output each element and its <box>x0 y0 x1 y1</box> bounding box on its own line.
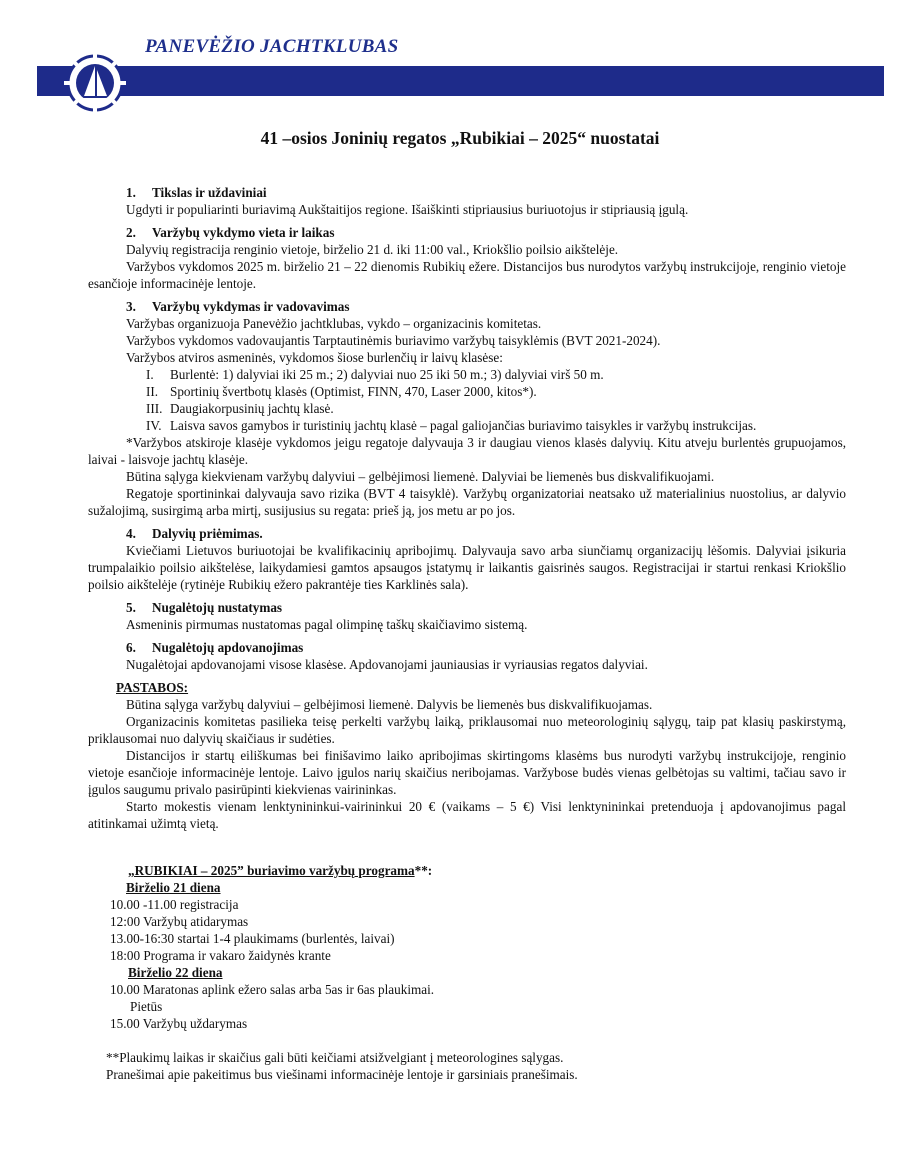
schedule-row: 18:00 Programa ir vakaro žaidynės krante <box>110 948 331 963</box>
roman-numeral: I. <box>146 367 154 382</box>
schedule-row: 10.00 Maratonas aplink ežero salas arba 5as ir 6as plaukimai. <box>110 982 435 997</box>
section-number: 2. <box>126 225 136 240</box>
section-1 <box>88 184 846 218</box>
section-title: Varžybų vykdymas ir vadovavimas <box>152 299 350 314</box>
roman-numeral: III. <box>146 401 163 416</box>
footnote: Pranešimai apie pakeitimus bus viešinami informacinėje lentoje ir garsiniais pranešimais. <box>106 1067 578 1082</box>
class-text: Daugiakorpusinių jachtų klasė. <box>170 401 334 416</box>
program-heading-suffix: **: <box>414 863 433 878</box>
class-text: Burlentė: 1) dalyviai iki 25 m.; 2) dalyviai nuo 25 iki 50 m.; 3) dalyviai virš 50 m. <box>170 367 604 382</box>
class-list-item <box>88 400 846 417</box>
section-number: 4. <box>126 526 136 541</box>
notes-heading: PASTABOS: <box>116 680 189 695</box>
paragraph: Asmeninis pirmumas nustatomas pagal olimpinę taškų skaičiavimo sistemą. <box>126 617 528 632</box>
class-list-item <box>88 366 846 383</box>
paragraph: Varžybos vykdomos vadovaujantis Tarptautinėmis buriavimo varžybų taisyklėmis (BVT 2021-2024). <box>126 333 661 348</box>
roman-numeral: II. <box>146 384 159 399</box>
paragraph: *Varžybos atskiroje klasėje vykdomos jeigu regatoje dalyvauja 3 ir daugiau vienos klasės dalyvių. Kitu atveju burlentės grupuojamos, laivai - laisvoje jachtų klasėje. <box>88 435 846 467</box>
document-title: 41 –osios Joninių regatos „Rubikiai – 2025“ nuostatai <box>260 128 660 148</box>
section-5 <box>88 599 846 633</box>
schedule-row: 15.00 Varžybų uždarymas <box>110 1016 248 1031</box>
section-3 <box>88 298 846 519</box>
schedule-row: 13.00-16:30 startai 1-4 plaukimams (burlentės, laivai) <box>110 931 395 946</box>
section-heading <box>88 184 846 201</box>
paragraph: Nugalėtojai apdovanojami visose klasėse. Apdovanojami jauniausias ir vyriausias regatos dalyviai. <box>126 657 648 672</box>
section-6 <box>88 639 846 673</box>
schedule-row: 12:00 Varžybų atidarymas <box>110 914 249 929</box>
section-heading <box>88 224 846 241</box>
paragraph: Varžybas organizuoja Panevėžio jachtklubas, vykdo – organizacinis komitetas. <box>126 316 542 331</box>
day-2-label: Birželio 22 diena <box>128 965 223 980</box>
paragraph: Organizacinis komitetas pasilieka teisę perkelti varžybų laiką, priklausomai nuo meteorologinių sąlygų, taip pat klasių paskirstymą, priklausomai nuo dalyvių skaičiaus ir sudėties. <box>88 714 846 746</box>
program-heading-text: „RUBIKIAI – 2025” buriavimo varžybų programa <box>128 863 415 878</box>
paragraph: Varžybos vykdomos 2025 m. birželio 21 – 22 dienomis Rubikių ežere. Distancijos bus nurodytos varžybų instrukcijoje, renginio vietoje esančioje informacinėje lentoje. <box>88 259 846 291</box>
section-title: Nugalėtojų nustatymas <box>152 600 283 615</box>
section-title: Dalyvių priėmimas. <box>152 526 263 541</box>
club-name: PANEVĖŽIO JACHTKLUBAS <box>145 36 399 57</box>
class-list-item <box>88 417 846 434</box>
section-4 <box>88 525 846 593</box>
section-number: 6. <box>126 640 136 655</box>
paragraph: Dalyvių registracija renginio vietoje, birželio 21 d. iki 11:00 val., Kriokšlio poilsio aikštelėje. <box>126 242 619 257</box>
paragraph: Būtina sąlyga kiekvienam varžybų dalyviui – gelbėjimosi liemenė. Dalyviai be liemenės bus diskvalifikuojami. <box>126 469 715 484</box>
section-number: 3. <box>126 299 136 314</box>
program-heading <box>88 862 848 879</box>
paragraph: Distancijos ir startų eiliškumas bei finišavimo laiko apribojimas skirtingoms klasėms bus nurodyti varžybų instrukcijoje, renginio vietoje esančioje informacinėje lentoje. Laivo įgulos narių skaičius neribojamas. Varžybose budės vienas gelbėtojas su valtimi, tačiau savo ir įgulos saugumu privalo pasirūpinti kiekvienas vairininkas. <box>88 748 846 797</box>
paragraph: Ugdyti ir populiarinti buriavimą Aukštaitijos regione. Išaiškinti stipriausius buriuotojus ir stipriausią įgulą. <box>126 202 689 217</box>
regulations-body <box>88 184 846 832</box>
section-title: Nugalėtojų apdovanojimas <box>152 640 304 655</box>
section-heading <box>88 599 846 616</box>
header-band <box>37 66 884 96</box>
paragraph: Būtina sąlyga varžybų dalyviui – gelbėjimosi liemenė. Dalyvis be liemenės bus diskvalifikuojamas. <box>126 697 653 712</box>
paragraph: Regatoje sportininkai dalyvauja savo rizika (BVT 4 taisyklė). Varžybų organizatoriai neatsako už materialinius nuostolius, ar dalyvio sužalojimą, susirgimą arba mirtį, susijusius su regata: prieš ją, jos metu ar po jos. <box>88 486 846 518</box>
section-title: Tikslas ir uždaviniai <box>152 185 267 200</box>
paragraph: Varžybos atviros asmeninės, vykdomos šiose burlenčių ir laivų klasėse: <box>126 350 503 365</box>
ship-wheel-sail-logo-icon <box>64 52 126 114</box>
schedule-row: Pietūs <box>130 999 163 1014</box>
section-number: 5. <box>126 600 136 615</box>
schedule-row: 10.00 -11.00 registracija <box>110 897 239 912</box>
class-list-item <box>88 383 846 400</box>
class-text: Laisva savos gamybos ir turistinių jachtų klasė – pagal galiojančias buriavimo taisykles ir varžybų instrukcijas. <box>170 418 757 433</box>
section-heading <box>88 639 846 656</box>
day-1-label: Birželio 21 diena <box>126 880 221 895</box>
section-number: 1. <box>126 185 136 200</box>
section-heading <box>88 298 846 315</box>
section-title: Varžybų vykdymo vieta ir laikas <box>152 225 335 240</box>
roman-numeral: IV. <box>146 418 162 433</box>
paragraph: Starto mokestis vienam lenktynininkui-vairininkui 20 € (vaikams – 5 €) Visi lenktynininkai pretenduoja į apdovanojimus pagal atitinkamai užimtą vietą. <box>88 799 846 831</box>
program-schedule <box>88 862 848 1083</box>
section-heading <box>88 525 846 542</box>
class-text: Sportinių švertbotų klasės (Optimist, FINN, 470, Laser 2000, kitos*). <box>170 384 537 399</box>
footnote: **Plaukimų laikas ir skaičius gali būti keičiami atsižvelgiant į meteorologines sąlygas. <box>106 1050 564 1065</box>
section-2 <box>88 224 846 292</box>
paragraph: Kviečiami Lietuvos buriuotojai be kvalifikacinių apribojimų. Dalyvauja savo arba siunčiamų organizacijų lėšomis. Dalyviai įsikuria trumpalaikio poilsio aikštelėse, laikydamiesi gamtos apsaugos įstatymų ir laikantis gaisrinės saugos. Registracijai ir startui renkasi Kriokšlio poilsio aikštelėje (rytinėje Rubikių ežero pakrantėje ties Karklinės sala). <box>88 543 846 592</box>
